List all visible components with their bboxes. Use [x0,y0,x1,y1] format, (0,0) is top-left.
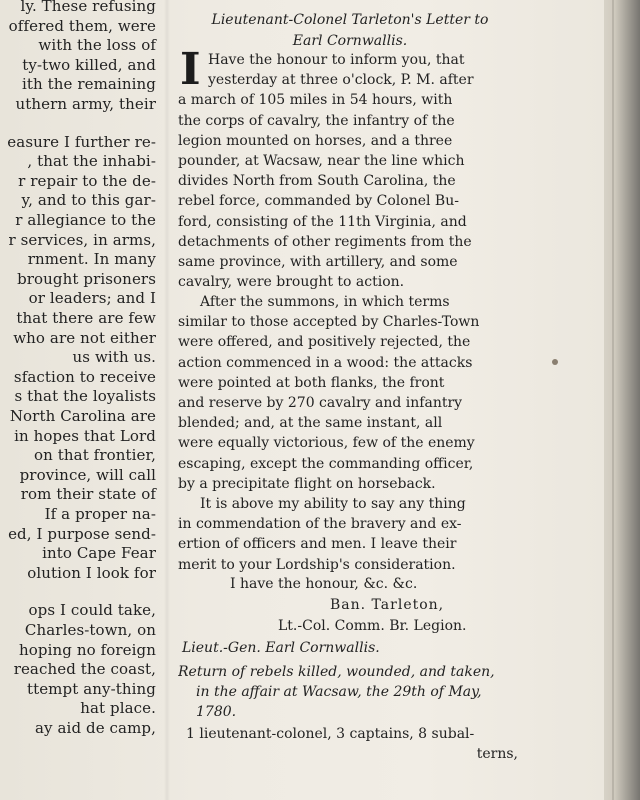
left-column-line: y, and to this gar- [21,191,156,210]
left-column-line: us with us. [72,348,156,367]
left-column-line: or leaders; and I [28,289,156,308]
text-line: similar to those accepted by Charles-Town [178,314,480,331]
text-line: 1 lieutenant-colonel, 3 captains, 8 subal- [186,726,475,742]
left-column-line: s that the loyalists [14,387,156,406]
left-column-line: province, will call [19,465,156,484]
left-column-line: easure I further re- [7,132,156,151]
text-line: After the summons, in which terms [200,294,450,310]
left-column-line: brought prisoners [17,269,156,288]
left-column-line: reached the coast, [13,660,156,679]
text-line: were equally victorious, few of the enemy [178,435,475,452]
text-line: same province, with artillery, and some [178,253,458,270]
left-column-line: ops I could take, [28,601,156,620]
left-column-line: If a proper na- [44,505,156,523]
closing-line: I have the honour, &c. &c. [230,576,418,592]
left-column-line: hat place. [80,699,156,718]
paragraph-3 [178,494,522,575]
text-line: ertion of officers and men. I leave their [178,536,457,553]
left-column-line: sfaction to receive [13,367,156,386]
text-line: escaping, except the commanding officer, [178,455,474,472]
left-column-line: into Cape Fear [42,544,156,563]
text-line: detachments of other regiments from the [178,233,472,250]
left-column-line: North Carolina are [9,407,156,425]
left-column-line: hoping no foreign [19,640,156,659]
text-line: 1780. [196,704,237,721]
return-title [178,662,522,723]
left-column-line: ttempt any-thing [26,679,156,698]
paragraph-2 [178,292,522,494]
text-line: merit to your Lordship's consideration. [178,556,456,573]
left-column-line: ty-two killed, and [22,55,156,74]
text-line: cavalry, were brought to action. [178,274,405,291]
paragraph-1 [178,44,522,292]
text-line: were offered, and positively rejected, the [178,334,471,351]
text-line: in commendation of the bravery and ex- [178,516,462,533]
left-column-line: offered them, were [8,16,156,35]
text-line: action commenced in a wood: the attacks [178,354,473,371]
ink-spot [552,359,558,365]
left-column-line: with the loss of [38,36,156,55]
left-column-line: ed, I purpose send- [8,524,156,543]
signature-rank: Lt.-Col. Comm. Br. Legion. [278,618,467,634]
text-line: blended; and, at the same instant, all [178,415,443,432]
text-line: It is above my ability to say any thing [200,496,466,512]
page-edge-line [612,0,614,800]
column-gutter [164,0,170,800]
return-body [178,724,522,764]
left-column-line: r services, in arms, [8,230,156,249]
left-column-line: ith the remaining [21,75,156,94]
text-line: legion mounted on horses, and a three [178,132,453,149]
top-edge-bleed [200,0,440,6]
page-edge-shadow [604,0,640,800]
addressee: Lieut.-Gen. Earl Cornwallis. [182,640,380,656]
left-column-text [0,0,158,800]
text-line: in the affair at Wacsaw, the 29th of May, [196,684,482,701]
text-line: rebel force, commanded by Colonel Bu- [178,193,459,210]
text-line: a march of 105 miles in 54 hours, with [178,92,453,109]
left-column-line: ay aid de camp, [35,719,156,737]
left-column-line: rnment. In many [27,250,156,269]
left-column-line: uthern army, their [15,95,156,113]
left-column-line: that there are few [16,309,156,327]
left-column-line: in hopes that Lord [14,426,156,445]
left-column-line: r repair to the de- [18,171,156,190]
signature-name: Ban. Tarleton, [330,597,445,613]
text-line: by a precipitate flight on horseback. [178,475,436,492]
left-column-line: r allegiance to the [15,211,156,229]
left-column-line: rom their state of [20,485,156,504]
text-line: pounder, at Wacsaw, near the line which [178,152,465,169]
left-column-line: olution I look for [27,563,156,582]
text-line: Return of rebels killed, wounded, and taken, [178,664,495,680]
letter-title-line2: Earl Cornwallis. [292,33,408,49]
left-column-line: Charles-town, on [24,621,156,639]
text-line: were pointed at both flanks, the front [178,374,445,391]
text-line: the corps of cavalry, the infantry of the [178,112,455,129]
text-line: ford, consisting of the 11th Virginia, and [178,213,467,230]
text-line: and reserve by 270 cavalry and infantry [178,394,463,411]
left-column-line: on that frontier, [34,446,156,465]
text-line: Have the honour to inform you, that [208,52,465,68]
left-column-line: ly. These refusing [20,0,156,15]
text-line: yesterday at three o'clock, P. M. after [208,72,474,89]
text-line: divides North from South Carolina, the [178,173,456,190]
text-line: terns, [476,746,518,763]
left-column-line: who are not either [13,328,156,347]
letter-title-line1: Lieutenant-Colonel Tarleton's Letter to [211,12,489,28]
drop-cap: I [180,44,201,95]
left-column-line: , that the inhabi- [27,152,156,171]
